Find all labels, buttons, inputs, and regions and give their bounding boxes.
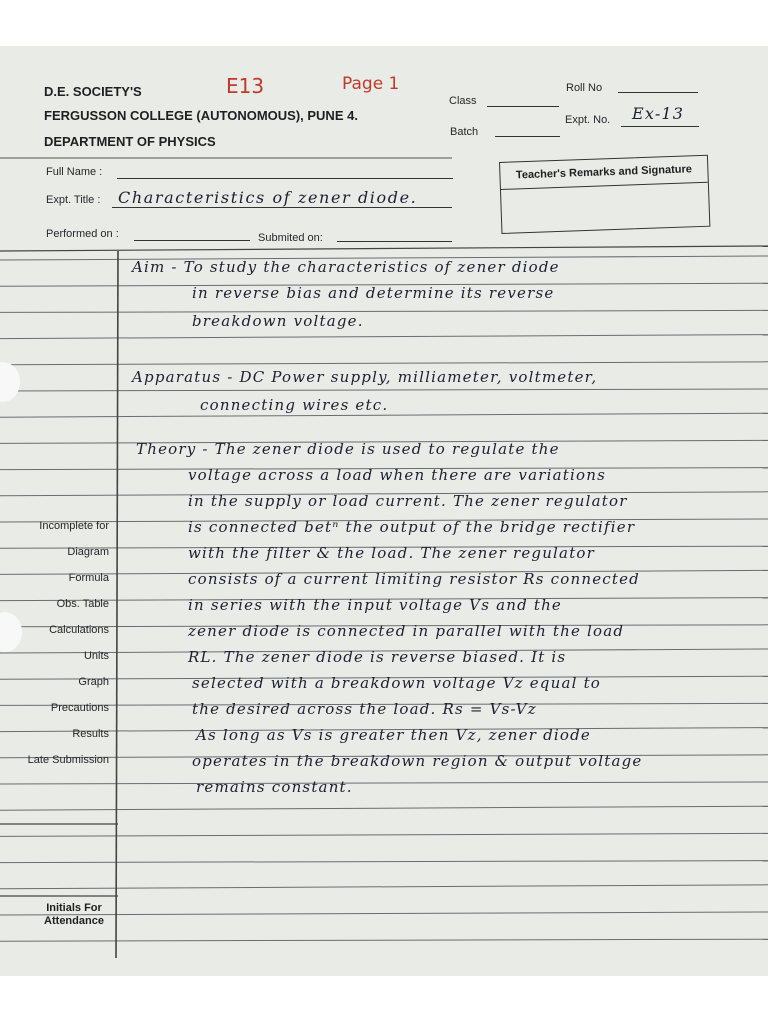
theory-line: consists of a current limiting resistor Rs connected (188, 570, 640, 588)
ruled-line (0, 885, 768, 889)
margin-precautions: Precautions (50, 702, 109, 714)
ruled-line (0, 310, 768, 312)
apparatus-line: Apparatus - DC Power supply, milliameter, voltmeter, (132, 368, 598, 386)
theory-line: operates in the breakdown region & output voltage (192, 752, 643, 770)
theory-line: in the supply or load current. The zener regulator (188, 492, 628, 510)
ruled-line (0, 362, 768, 365)
expt-no-value: Ex-13 (632, 104, 685, 123)
ruled-line (0, 806, 768, 810)
theory-line: As long as Vs is greater then Vz, zener diode (196, 726, 591, 744)
expt-no-label: Expt. No. (565, 114, 611, 126)
roll-label: Roll No (566, 82, 603, 94)
ruled-line (0, 912, 768, 915)
margin-late-submission: Late Submission (27, 754, 109, 766)
batch-label: Batch (450, 126, 479, 138)
margin-graph: Graph (78, 676, 109, 688)
theory-line: voltage across a load when there are variations (188, 466, 606, 484)
expt-title-label: Expt. Title : (46, 194, 101, 206)
lab-record-sheet (0, 46, 768, 976)
form-rule (0, 246, 768, 251)
margin-obs-table: Obs. Table (56, 598, 109, 610)
theory-line: the desired across the load. Rs = Vs-Vz (192, 700, 537, 718)
full-name-field (117, 178, 453, 179)
margin-formula: Formula (68, 572, 109, 584)
ruled-line (0, 335, 768, 339)
margin-diagram: Diagram (67, 546, 109, 558)
margin-incomplete-for: Incomplete for (39, 520, 109, 532)
ruled-line (0, 939, 768, 941)
teacher-remarks-box (499, 155, 710, 234)
performed-on-label: Performed on : (46, 228, 119, 240)
theory-line: RL. The zener diode is reverse biased. It is (188, 648, 567, 666)
margin-line (116, 251, 118, 958)
class-field (487, 106, 559, 107)
teacher-remarks-title: Teacher's Remarks and Signature (500, 156, 708, 190)
theory-line: in series with the input voltage Vs and the (188, 596, 563, 614)
ruled-line (0, 833, 768, 836)
red-note-expt: E13 (226, 74, 265, 98)
performed-on-field (134, 240, 250, 241)
apparatus-line: connecting wires etc. (200, 396, 389, 414)
margin-calculations: Calculations (49, 624, 109, 636)
theory-line: zener diode is connected in parallel with the load (188, 622, 625, 640)
roll-field (618, 92, 698, 93)
theory-line: Theory - The zener diode is used to regulate the (136, 440, 560, 458)
full-name-label: Full Name : (46, 166, 103, 178)
batch-field (495, 136, 560, 137)
expt-title-value: Characteristics of zener diode. (118, 188, 418, 207)
submitted-on-field (337, 241, 452, 242)
expt-title-field (112, 207, 452, 208)
margin-initials-attendance: Initials For Attendance (44, 902, 104, 927)
margin-results: Results (72, 728, 109, 740)
theory-line: remains constant. (196, 778, 353, 796)
ruled-line (0, 861, 768, 863)
theory-line: with the filter & the load. The zener regulator (188, 544, 596, 562)
department-name: DEPARTMENT OF PHYSICS (44, 134, 216, 149)
red-note-page: Page 1 (342, 74, 400, 94)
ruled-line (0, 782, 768, 784)
aim-line: in reverse bias and determine its reverse (192, 284, 555, 302)
theory-line: is connected betⁿ the output of the bridge rectifier (188, 518, 636, 536)
aim-line: breakdown voltage. (192, 312, 364, 330)
society-name: D.E. SOCIETY'S (44, 84, 142, 99)
theory-line: selected with a breakdown voltage Vz equal to (192, 674, 602, 692)
expt-no-field (621, 126, 699, 127)
margin-units: Units (83, 650, 109, 662)
college-name: FERGUSSON COLLEGE (AUTONOMOUS), PUNE 4. (44, 108, 358, 123)
aim-line: Aim - To study the characteristics of zener diode (132, 258, 560, 276)
ruled-line (0, 389, 768, 391)
class-label: Class (449, 95, 477, 107)
submitted-on-label: Submited on: (258, 232, 323, 244)
